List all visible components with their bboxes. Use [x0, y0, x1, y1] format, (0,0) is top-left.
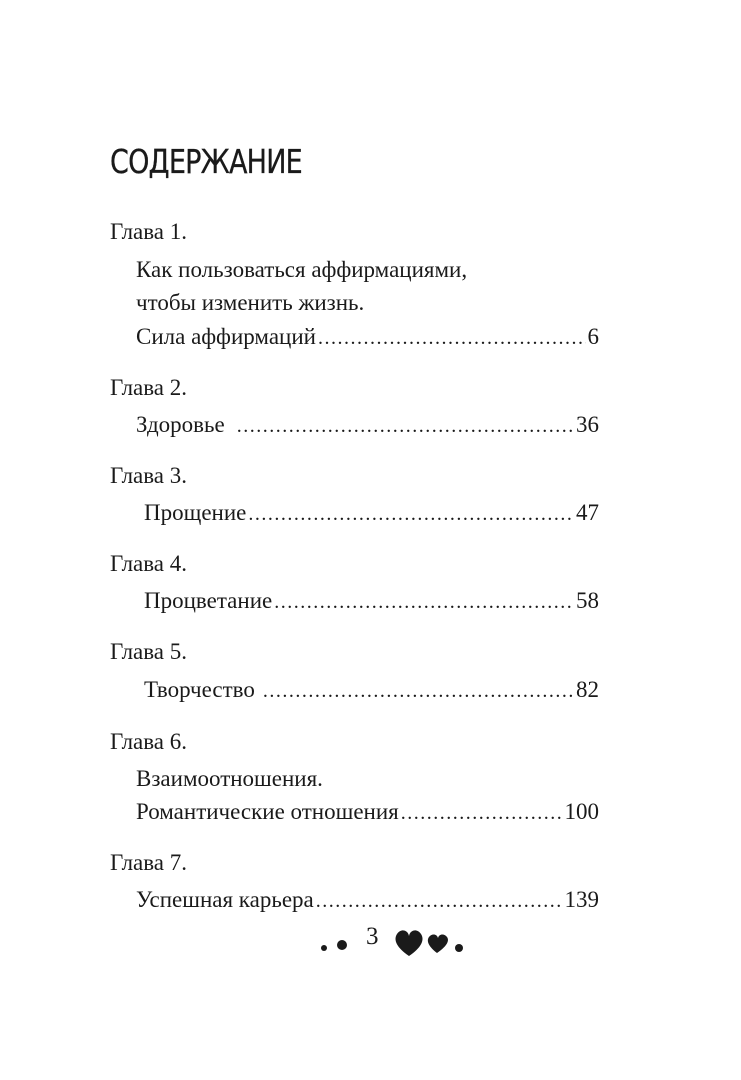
toc-page-number: 36 [576, 412, 599, 437]
dot-leader [263, 676, 574, 706]
page-footer [0, 920, 741, 960]
toc-entry-title: Здоровье [136, 412, 225, 437]
chapter-subtitle-line: Как пользоваться аффирмациями, [136, 257, 468, 282]
toc-entry[interactable] [136, 410, 599, 441]
chapter-label: Глава 2. [110, 375, 188, 400]
page-number: 3 [366, 923, 379, 950]
toc-entry-title: Успешная карьера [136, 887, 314, 912]
dots-icon [314, 928, 364, 958]
dot-leader [316, 886, 563, 916]
toc-entry[interactable] [136, 586, 599, 617]
toc-entry[interactable] [136, 797, 599, 828]
chapter-label: Глава 4. [110, 551, 188, 576]
chapter-label: Глава 7. [110, 850, 188, 875]
toc-page-number: 6 [587, 324, 599, 349]
chapter-label: Глава 6. [110, 729, 188, 754]
toc-entry-title: Творчество [144, 677, 255, 702]
toc-entry[interactable] [136, 498, 599, 529]
toc-page-number: 139 [564, 887, 599, 912]
toc-entry-title: Сила аффирмаций [136, 324, 316, 349]
chapter-label: Глава 3. [110, 463, 188, 488]
dot-leader [401, 798, 563, 828]
toc-entry[interactable] [136, 322, 599, 353]
hearts-icon [393, 926, 473, 960]
dot-leader [248, 499, 574, 529]
chapter-subtitle-line: чтобы изменить жизнь. [136, 290, 365, 315]
chapter-subtitle-line: Взаимоотношения. [136, 766, 323, 791]
chapter-label: Глава 1. [110, 219, 188, 244]
toc-page-number: 82 [576, 677, 599, 702]
toc-entry-title: Процветание [144, 588, 273, 613]
toc-page-number: 58 [576, 588, 599, 613]
toc-entry-title: Прощение [144, 500, 247, 525]
page-title: СОДЕРЖАНИЕ [110, 142, 302, 181]
dot-leader [318, 323, 586, 353]
toc-entry[interactable] [136, 675, 599, 706]
toc-entry[interactable] [136, 885, 599, 916]
chapter-label: Глава 5. [110, 639, 188, 664]
dot-leader [274, 587, 574, 617]
dot-leader [237, 411, 574, 441]
toc-page-number: 100 [564, 799, 599, 824]
toc-entry-title: Романтические отношения [136, 799, 399, 824]
toc-page-number: 47 [576, 500, 599, 525]
